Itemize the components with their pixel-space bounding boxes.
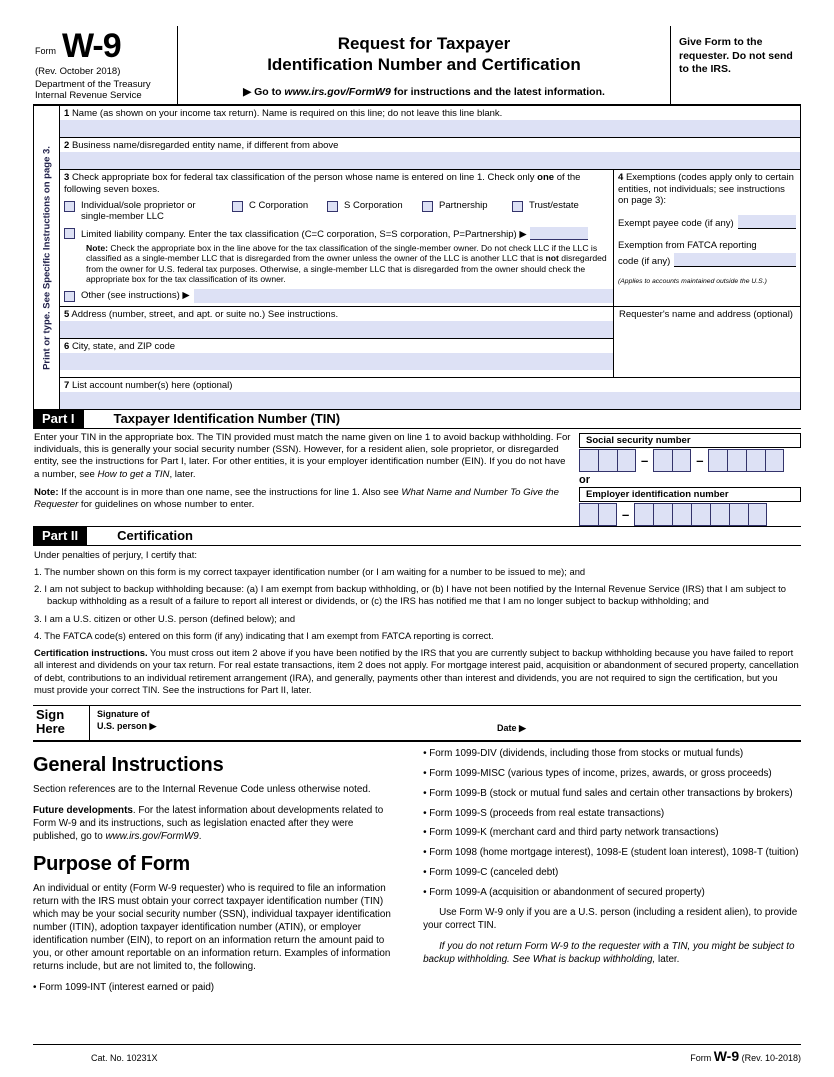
line-5-address-row — [60, 307, 613, 339]
sidebar-line-2: See Specific Instructions on page 3. — [41, 145, 52, 309]
sign-here-line-2: Here — [36, 721, 65, 737]
ein-digit-9[interactable] — [748, 503, 767, 526]
fatca-code-input[interactable] — [674, 253, 796, 267]
tin-or-label: or — [579, 473, 590, 486]
line-3-label-part-1: Check appropriate box for federal tax classification of the person whose name is entered on line 1. Check only — [71, 172, 538, 184]
purpose-bullet-right-7: • Form 1099-C (canceled debt) — [423, 867, 559, 879]
part-1-note-b: for guidelines on whose number to enter. — [78, 499, 255, 511]
footer-form-prefix: Form — [690, 1053, 712, 1063]
catalog-number: Cat. No. 10231X — [91, 1053, 158, 1063]
line-3-note-bold-2: not — [545, 253, 559, 264]
checkbox-trust-estate[interactable] — [512, 201, 523, 212]
ssn-digit-8[interactable] — [746, 449, 765, 472]
checkbox-label-c-corporation: C Corporation — [249, 200, 309, 212]
purpose-bullet-right-6: • Form 1098 (home mortgage interest), 1098-E (student loan interest), 1098-T (tuition) — [423, 847, 799, 859]
sign-here-line-1: Sign — [36, 706, 65, 722]
line-4-label: Exemptions (codes apply only to certain entities, not individuals; see instructions on page 3): — [618, 172, 794, 207]
ein-dash: – — [622, 506, 630, 522]
line-3-number: 3 — [64, 172, 70, 184]
line-2-number: 2 — [64, 140, 70, 152]
checkbox-label-trust-estate: Trust/estate — [529, 200, 579, 212]
ein-input-boxes[interactable] — [579, 503, 801, 526]
part-2-body — [33, 546, 801, 705]
backup-withholding-warning-italic: If you do not return Form W-9 to the requester with a TIN, you might be subject to backup withholding. See — [423, 940, 795, 965]
purpose-bullet-right-8: • Form 1099-A (acquisition or abandonment of secured property) — [423, 887, 705, 899]
goto-suffix: for instructions and the latest information. — [393, 86, 605, 99]
line-3-note-text-2: disregarded from the owner for U.S. federal tax purposes. Otherwise, a single-member LLC that is disregarded from the owner should check the appropriate box for the tax classification of its owner. — [86, 253, 607, 285]
part-1-tag: Part I — [33, 410, 84, 428]
certification-instructions — [34, 647, 799, 696]
certification-instructions-text: You must cross out item 2 above if you have been notified by the IRS that you are currently subject to backup withholding because you have failed to report all interest and dividends on your tax return. For real estate transactions, item 2 does not apply. For mortgage interest paid, acquisition or abandonment of secured property, cancellation of debt, contributions to an individual retirement arrangement (IRA), and generally, payments other than interest and dividends, you are not required to sign the certification, but you must provide your correct TIN. See the instructions for Part II, later. — [34, 647, 799, 695]
part-1-note — [34, 487, 573, 512]
ein-label: Employer identification number — [579, 487, 801, 502]
backup-withholding-warning-end: later. — [655, 953, 680, 965]
requester-label: Requester's name and address (optional) — [619, 308, 793, 320]
purpose-bullet-right-1: • Form 1099-DIV (dividends, including those from stocks or mutual funds) — [423, 747, 744, 759]
checkbox-label-other: Other (see instructions) ▶ — [81, 290, 190, 302]
form-header — [33, 26, 801, 106]
sidebar-vertical-text — [41, 108, 52, 408]
part-1-para-1-italic: How to get a TIN — [97, 468, 170, 480]
checkbox-partnership[interactable] — [422, 201, 433, 212]
checkbox-s-corporation[interactable] — [327, 201, 338, 212]
goto-instructions-line — [182, 86, 666, 98]
use-form-w9-note: Use Form W-9 only if you are a U.S. person (including a resident alien), to provide your correct TIN. — [423, 906, 798, 931]
date-label: Date ▶ — [497, 722, 526, 733]
give-form-to-requester-note: Give Form to the requester. Do not send to the IRS. — [679, 36, 793, 76]
line-3-other-row — [60, 287, 613, 305]
ssn-dash-2: – — [696, 452, 704, 468]
ssn-digit-5[interactable] — [672, 449, 691, 472]
footer-form-number: W-9 — [713, 1048, 740, 1064]
future-developments-text: . For the latest information about developments related to Form W-9 and its instructions, such as legislation enacted after they were published, go to — [33, 804, 384, 842]
certification-instructions-bold: Certification instructions. — [34, 647, 148, 659]
department-line-1: Department of the Treasury — [35, 78, 151, 90]
part-1-note-bold: Note: — [34, 486, 59, 498]
purpose-of-form-heading: Purpose of Form — [33, 853, 191, 876]
backup-withholding-warning-ref: What is backup withholding, — [532, 953, 656, 965]
goto-prefix: ▶ Go to — [243, 86, 282, 99]
exempt-payee-code-field — [618, 215, 796, 229]
part-2-title: Certification — [117, 527, 193, 543]
instructions-section — [33, 742, 801, 1002]
llc-label: Limited liability company. Enter the tax classification (C=C corporation, S=S corporation, P=Partnership) ▶ — [81, 228, 527, 240]
ssn-digit-9[interactable] — [765, 449, 784, 472]
ssn-digit-7[interactable] — [727, 449, 746, 472]
ssn-label: Social security number — [579, 433, 801, 448]
line-3-note-bold: Note: — [86, 242, 108, 253]
line-4-exemptions — [614, 170, 800, 306]
future-developments-url[interactable]: www.irs.gov/FormW9 — [105, 830, 199, 842]
line-7-label: List account number(s) here (optional) — [71, 379, 233, 391]
line-5-number: 5 — [64, 308, 70, 320]
line-6-city-state-zip-row — [60, 339, 613, 370]
form-footer — [33, 1044, 801, 1064]
line-2-business-name-input[interactable] — [60, 152, 800, 169]
ssn-digit-3[interactable] — [617, 449, 636, 472]
line-6-number: 6 — [64, 340, 70, 352]
requester-name-address-box — [614, 307, 800, 377]
other-classification-input[interactable] — [194, 289, 613, 303]
future-developments-bold: Future developments — [33, 804, 133, 816]
line-6-city-state-zip-input[interactable] — [60, 353, 613, 370]
purpose-bullet-left-1: • Form 1099-INT (interest earned or paid) — [33, 981, 215, 993]
tin-boxes-column — [579, 429, 801, 526]
part-1-body — [33, 429, 801, 526]
purpose-bullet-right-2: • Form 1099-MISC (various types of income, prizes, awards, or gross proceeds) — [423, 767, 772, 779]
fatca-code-field — [618, 253, 796, 267]
footer-form-revision: (Rev. 10-2018) — [741, 1053, 801, 1063]
requester-input[interactable] — [614, 321, 800, 377]
form-label: Form — [35, 45, 56, 56]
ssn-digit-2[interactable] — [598, 449, 617, 472]
line-3-tax-classification — [60, 170, 614, 306]
checkbox-label-individual-line-2: single-member LLC — [81, 211, 164, 223]
signature-label-line-1: Signature of — [97, 708, 150, 719]
checkbox-other[interactable] — [64, 291, 75, 302]
line-1-name-input[interactable] — [60, 120, 800, 137]
form-body-box — [33, 106, 801, 409]
address-and-requester-row — [60, 307, 800, 377]
instructions-right-column — [423, 748, 801, 1002]
line-5-label: Address (number, street, and apt. or suite no.) See instructions. — [71, 308, 339, 320]
signature-label-line-2: U.S. person ▶ — [97, 720, 157, 731]
checkbox-limited-liability-company[interactable] — [64, 228, 75, 239]
purpose-bullet-right-4: • Form 1099-S (proceeds from real estate transactions) — [423, 807, 665, 819]
certification-item-3: 3. I am a U.S. citizen or other U.S. person (defined below); and — [34, 612, 296, 624]
part-1-header — [33, 409, 801, 429]
line-5-address-input[interactable] — [60, 321, 613, 338]
instructions-left-column — [33, 748, 399, 1002]
line-6-label: City, state, and ZIP code — [71, 340, 176, 352]
fatca-label-line-1: Exemption from FATCA reporting — [618, 240, 757, 252]
ein-digit-1[interactable] — [579, 503, 598, 526]
form-title-line-2: Identification Number and Certification — [267, 54, 581, 74]
ssn-digit-1[interactable] — [579, 449, 598, 472]
line-3-and-4-row — [60, 170, 800, 307]
date-field[interactable] — [497, 709, 526, 734]
ssn-input-boxes[interactable] — [579, 449, 801, 472]
part-1-note-italic: What Name and Number To Give the Requester — [34, 486, 559, 511]
ein-digit-4[interactable] — [653, 503, 672, 526]
checkbox-label-partnership: Partnership — [439, 200, 488, 212]
ein-digit-2[interactable] — [598, 503, 617, 526]
signature-label[interactable] — [97, 709, 497, 734]
part-1-para-1-b: , later. — [169, 468, 196, 480]
checkbox-label-individual-line-1: Individual/sole proprietor or — [81, 200, 196, 212]
line-7-account-numbers-row — [60, 377, 800, 409]
ssn-digit-6[interactable] — [708, 449, 727, 472]
purpose-bullet-right-3: • Form 1099-B (stock or mutual fund sales and certain other transactions by brokers) — [423, 787, 793, 799]
form-title-line-1: Request for Taxpayer — [337, 34, 511, 53]
sidebar-line-1: Print or type. — [41, 310, 52, 370]
llc-tax-classification-input[interactable] — [530, 227, 588, 240]
form-revision-date: (Rev. October 2018) — [35, 65, 121, 77]
exempt-payee-code-input[interactable] — [738, 215, 796, 229]
line-7-number: 7 — [64, 379, 70, 391]
line-3-note-text-1: Check the appropriate box in the line above for the tax classification of the single-member owner. Do not check LLC if the LLC is classified as a single-member LLC that is disregarded from the owner unless the owner of the LLC is another LLC that is — [86, 242, 598, 264]
signature-fields — [90, 706, 801, 740]
purpose-of-form-paragraph-1: An individual or entity (Form W-9 requester) who is required to file an information return with the IRS must obtain your correct taxpayer identification number (TIN) which may be your social security number (SSN), individual taxpayer identification number (ITIN), adoption taxpayer identification number (ATIN), or employer identification number (EIN), to report on an information return the amount paid to you, or other amount reportable on an information return. Examples of information returns include, but are not limited to, the following. — [33, 883, 391, 972]
part-1-instructions — [33, 429, 579, 526]
part-2-tag: Part II — [33, 527, 87, 545]
footer-form-identifier — [690, 1048, 801, 1064]
department-line-2: Internal Revenue Service — [35, 90, 142, 102]
sidebar-print-or-type — [34, 106, 60, 409]
ssn-dash-1: – — [641, 452, 649, 468]
sign-here-label — [33, 706, 90, 740]
general-instructions-paragraph-1: Section references are to the Internal Revenue Code unless otherwise noted. — [33, 783, 371, 795]
line-3-checkbox-row — [60, 195, 613, 223]
future-developments-end: . — [198, 830, 202, 842]
irs-formw9-url[interactable]: www.irs.gov/FormW9 — [284, 86, 391, 99]
line-3-llc-row — [60, 223, 613, 240]
exempt-payee-code-label: Exempt payee code (if any) — [618, 218, 734, 230]
ssn-digit-4[interactable] — [653, 449, 672, 472]
part-1-paragraph-1 — [34, 432, 573, 481]
certification-item-2: 2. I am not subject to backup withholding because: (a) I am exempt from backup withholding, or (b) I have not been notified by the Internal Revenue Service (IRS) that I am subject to backup withholding as a result of a failure to report all interest or dividends, or (c) the IRS has notified me that I am no longer subject to backup withholding; and — [34, 583, 786, 607]
checkbox-label-s-corporation: S Corporation — [344, 200, 403, 212]
header-form-identity — [33, 26, 178, 104]
part-1-para-1-a: Enter your TIN in the appropriate box. The TIN provided must match the name given on line 1 to avoid backup withholding. For individuals, this is generally your social security number (SSN). However, for a resident alien, sole proprietor, or disregarded entity, see the instructions for Part I, later. For other entities, it is your employer identification number (EIN). If you do not have a number, see — [34, 431, 571, 480]
sign-here-row — [33, 705, 801, 742]
form-number-title: W-9 — [62, 27, 121, 65]
ein-digit-5[interactable] — [672, 503, 691, 526]
ein-digit-3[interactable] — [634, 503, 653, 526]
line-4-number: 4 — [618, 172, 624, 184]
line-7-account-numbers-input[interactable] — [60, 392, 800, 409]
checkbox-c-corporation[interactable] — [232, 201, 243, 212]
line-2-label: Business name/disregarded entity name, if different from above — [71, 140, 339, 152]
purpose-bullet-right-5: • Form 1099-K (merchant card and third party network transactions) — [423, 827, 719, 839]
certification-item-1: 1. The number shown on this form is my correct taxpayer identification number (or I am waiting for a number to be issued to me); and — [34, 566, 586, 578]
checkbox-individual-sole-proprietor[interactable] — [64, 201, 75, 212]
backup-withholding-warning — [423, 941, 801, 967]
ein-digit-8[interactable] — [729, 503, 748, 526]
address-column — [60, 307, 614, 377]
ein-digit-7[interactable] — [710, 503, 729, 526]
ein-digit-6[interactable] — [691, 503, 710, 526]
line-1-name-row — [60, 106, 800, 138]
part-2-header — [33, 526, 801, 546]
certification-item-4: 4. The FATCA code(s) entered on this form (if any) indicating that I am exempt from FATCA reporting is correct. — [34, 629, 494, 641]
line-3-label-part-2: of the following seven boxes. — [64, 172, 581, 195]
fatca-label-line-2: code (if any) — [618, 256, 671, 268]
fatca-applies-note: (Applies to accounts maintained outside the U.S.) — [618, 278, 767, 286]
line-1-number: 1 — [64, 108, 70, 120]
part-1-note-a: If the account is in more than one name, see the instructions for line 1. Also see — [58, 486, 402, 498]
header-title-block — [178, 26, 671, 104]
line-1-label: Name (as shown on your income tax return). Name is required on this line; do not leave this line blank. — [71, 108, 503, 120]
part-1-title: Taxpayer Identification Number (TIN) — [113, 410, 341, 426]
line-3-label-emphasis: one — [537, 172, 555, 184]
future-developments-paragraph — [33, 805, 399, 844]
line-3-note — [60, 240, 613, 287]
certification-intro: Under penalties of perjury, I certify that: — [34, 548, 197, 560]
form-fields-column — [60, 106, 800, 409]
line-2-business-name-row — [60, 138, 800, 170]
general-instructions-heading: General Instructions — [33, 753, 224, 776]
